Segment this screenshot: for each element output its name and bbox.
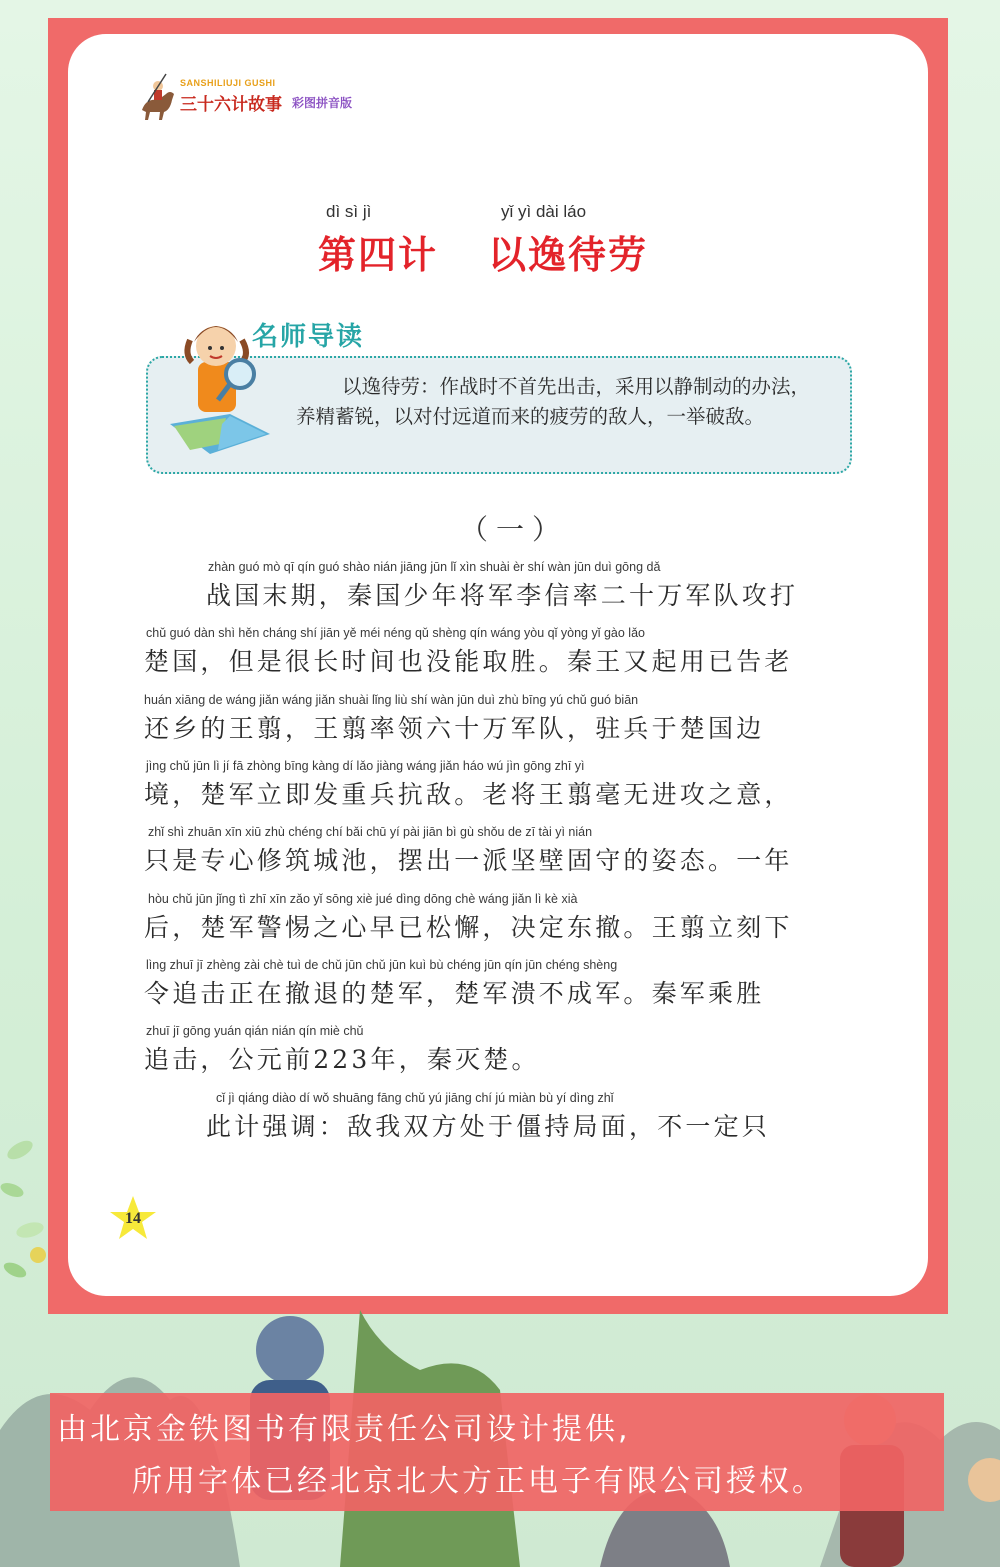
chapter-title: 以逸待劳 <box>488 233 649 277</box>
title-pinyin-right: yǐ yì dài láo <box>501 202 587 221</box>
story-line: 境，楚军立即发重兵抗敌。老将王翦毫无进攻之意， <box>144 780 793 809</box>
section-number: （一） <box>460 513 569 546</box>
pinyin-line: zhuī jī gōng yuán qián nián qín miè chǔ <box>146 1024 364 1038</box>
chapter-number: 第四计 <box>318 233 439 277</box>
story-line: 令追击正在撤退的楚军，楚军溃不成军。秦军乘胜 <box>144 979 765 1008</box>
series-title: 三十六计故事 <box>180 95 282 115</box>
title-pinyin-left: dì sì jì <box>326 202 372 221</box>
pinyin-line: cǐ jì qiáng diào dí wǒ shuāng fāng chǔ yú jiāng chí jú miàn bù yí dìng zhǐ <box>216 1091 614 1105</box>
story-line: 只是专心修筑城池，摆出一派坚壁固守的姿态。一年 <box>144 846 793 875</box>
story-line: 后，楚军警惕之心早已松懈，决定东撤。王翦立刻下 <box>144 913 793 942</box>
story-line: 追击，公元前223年，秦灭楚。 <box>144 1045 540 1074</box>
pinyin-line: jìng chǔ jūn lì jí fā zhòng bīng kàng dí lǎo jiàng wáng jiǎn háo wú jìn gōng zhī yì <box>146 759 585 773</box>
story-line: 战国末期，秦国少年将军李信率二十万军队攻打 <box>206 581 799 610</box>
series-subtitle: 彩图拼音版 <box>292 96 353 110</box>
series-latin-title: SANSHILIUJI GUSHI <box>180 78 276 88</box>
book-page <box>68 34 928 1296</box>
pinyin-line: chǔ guó dàn shì hěn cháng shí jiān yě méi néng qǔ shèng qín wáng yòu qǐ yòng yǐ gào lǎo <box>146 626 645 640</box>
story-line: 还乡的王翦，王翦率领六十万军队，驻兵于楚国边 <box>144 714 765 743</box>
pinyin-line: hòu chǔ jūn jǐng tì zhī xīn zǎo yǐ sōng xiè jué dìng dōng chè wáng jiǎn lì kè xià <box>148 892 578 906</box>
guide-heading: 名师导读 <box>252 322 365 352</box>
pinyin-line: zhàn guó mò qī qín guó shào nián jiāng jūn lǐ xìn shuài èr shí wàn jūn duì gōng dǎ <box>208 560 661 574</box>
pinyin-line: huán xiāng de wáng jiǎn wáng jiǎn shuài lǐng liù shí wàn jūn duì zhù bīng yú chǔ guó biān <box>144 693 639 707</box>
page-number: 14 <box>125 1210 141 1227</box>
page-number-badge <box>108 1194 158 1244</box>
pinyin-line: zhǐ shì zhuān xīn xiū zhù chéng chí bǎi chū yí pài jiān bì gù shǒu de zī tài yì nián <box>148 825 593 839</box>
credit-line-2: 所用字体已经北京北大方正电子有限公司授权。 <box>132 1464 825 1499</box>
credit-line-1: 由北京金铁图书有限责任公司设计提供, <box>57 1412 631 1447</box>
horse-rider-icon <box>136 70 180 122</box>
pinyin-line: lìng zhuī jī zhèng zài chè tuì de chǔ jūn chǔ jūn kuì bù chéng jūn qín jūn chéng shèng <box>146 958 618 972</box>
story-line: 楚国，但是很长时间也没能取胜。秦王又起用已告老 <box>144 647 793 676</box>
story-line: 此计强调：敌我双方处于僵持局面，不一定只 <box>206 1112 771 1141</box>
guide-text: 以逸待劳：作战时不首先出击，采用以静制动的办法，养精蓄锐，以对付远道而来的疲劳的敌人，一举破敌。 <box>296 375 811 428</box>
